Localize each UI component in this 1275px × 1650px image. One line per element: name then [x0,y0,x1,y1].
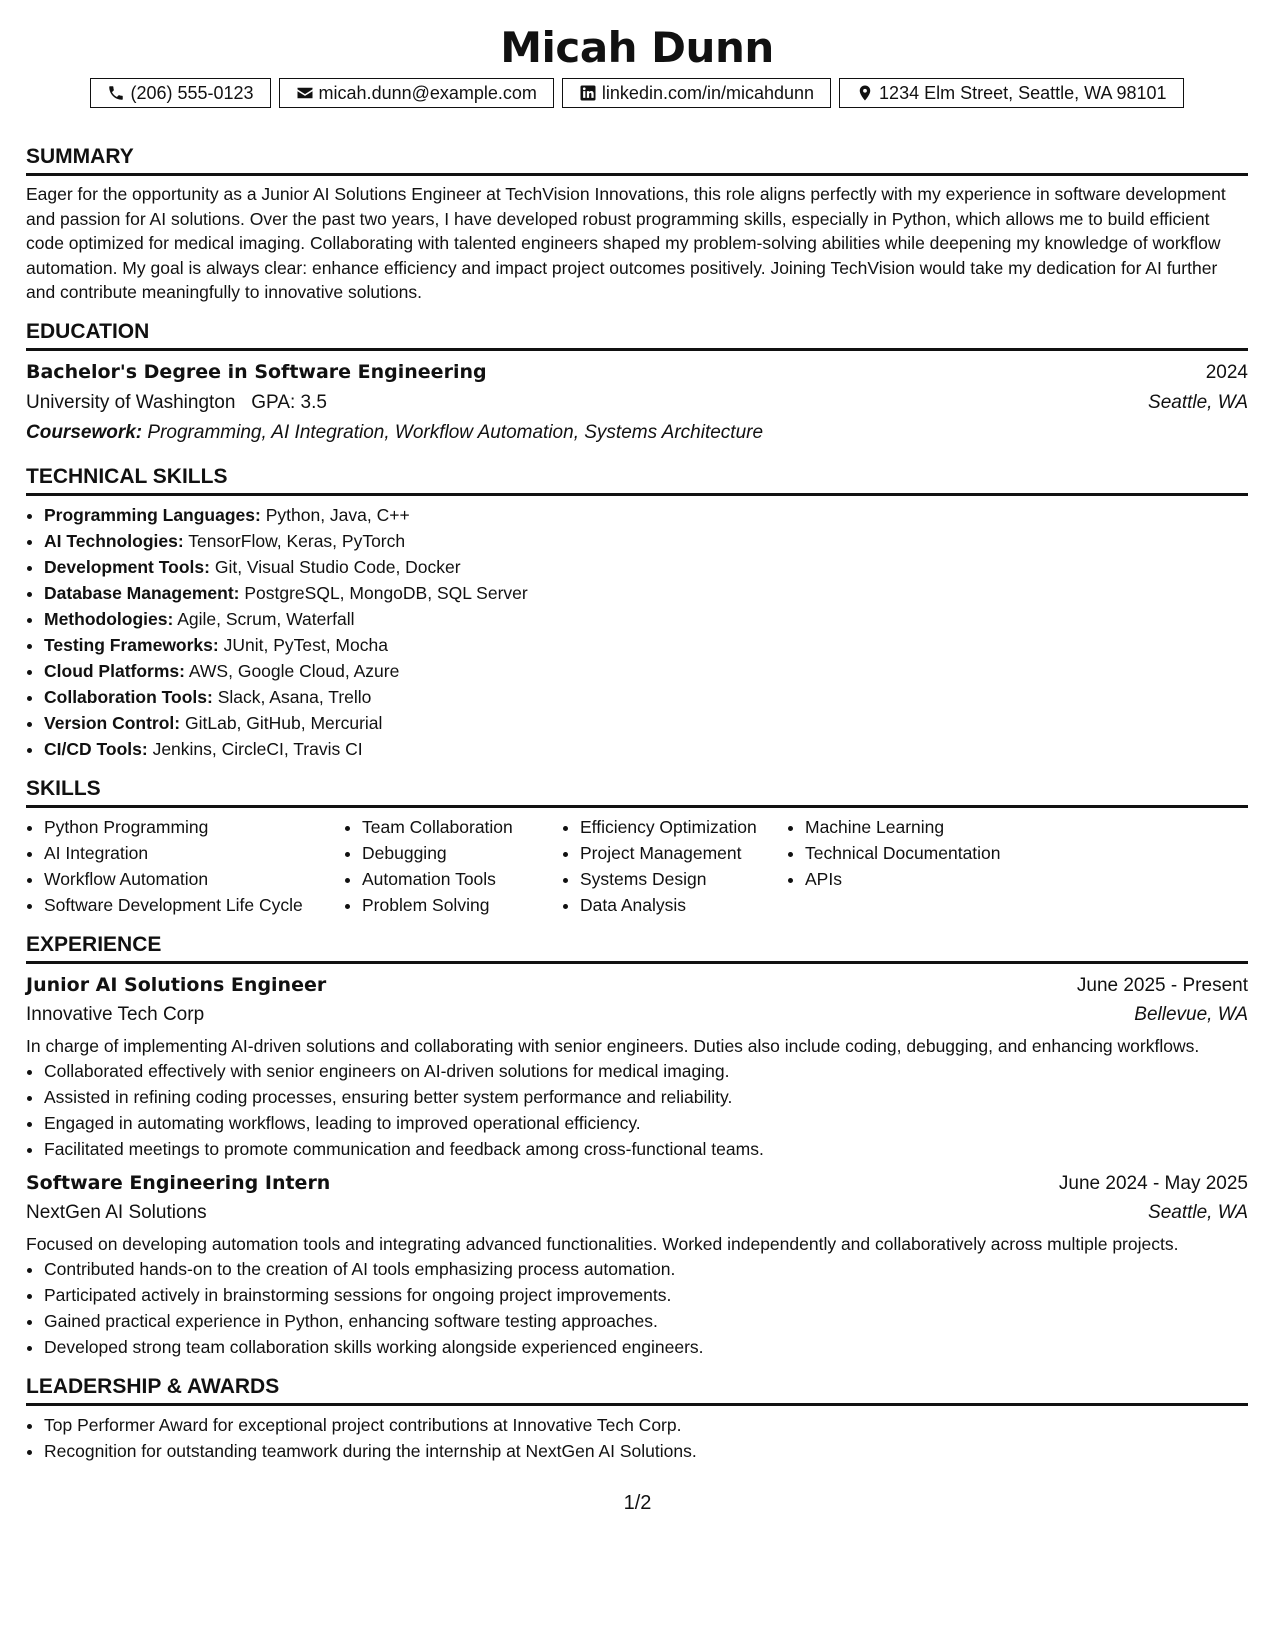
list-item [44,528,1248,554]
skills-column [562,814,787,918]
list-item: • Collaborated effectively with senior engineers on AI-driven solutions for medical imaging. [44,1058,1248,1084]
list-item [44,554,1248,580]
skill-values: JUnit, PyTest, Mocha [223,634,388,655]
school-name: University of Washington [26,391,236,413]
list-item [44,736,1248,762]
map-pin-icon [856,84,874,102]
skills-column [344,814,562,918]
job-bullets [26,1058,1248,1162]
awards-list [26,1412,1248,1464]
job-header-row [26,971,1248,1000]
list-item: • Gained practical experience in Python, enhancing software testing approaches. [44,1308,1248,1334]
list-item: • Data Analysis [580,892,787,918]
skill-values: Jenkins, CircleCI, Travis CI [152,738,363,759]
coursework-label: Coursework: [26,421,143,443]
skill-category: Cloud Platforms: [44,660,185,681]
skill-category: AI Technologies: [44,530,184,551]
envelope-icon [296,84,314,102]
section-title-experience: EXPERIENCE [26,932,1248,964]
contact-phone [90,78,270,108]
resume-page [26,22,1248,1464]
list-item: • AI Integration [44,840,344,866]
email-text: micah.dunn@example.com [318,82,537,103]
skill-values: Slack, Asana, Trello [217,686,372,707]
list-item: • Machine Learning [805,814,1065,840]
section-title-technical-skills: TECHNICAL SKILLS [26,464,1248,496]
job-description: Focused on developing automation tools and integrating advanced functionalities. Worked independently and collaboratively across multiple projects. [26,1233,1179,1254]
job-description: In charge of implementing AI-driven solutions and collaborating with senior engineers. Duties also include coding, debugging, and enhancing workflows. [26,1035,1200,1056]
gpa: GPA: 3.5 [251,391,327,413]
school-info [26,388,327,418]
skills-column [26,814,344,918]
list-item [44,632,1248,658]
list-item: • Project Management [580,840,787,866]
skill-values: TensorFlow, Keras, PyTorch [188,530,406,551]
list-item: • Assisted in refining coding processes, ensuring better system performance and reliability. [44,1084,1248,1110]
list-item: • Efficiency Optimization [580,814,787,840]
list-item: • Software Development Life Cycle [44,892,344,918]
phone-icon [107,84,125,102]
section-title-awards: LEADERSHIP & AWARDS [26,1374,1248,1406]
education-school-row [26,388,1248,418]
list-item: • Systems Design [580,866,787,892]
job-location: Seattle, WA [1148,1201,1248,1223]
list-item: • Participated actively in brainstorming sessions for ongoing project improvements. [44,1282,1248,1308]
list-item: • APIs [805,866,1065,892]
skill-category: Version Control: [44,712,181,733]
skill-category: CI/CD Tools: [44,738,148,759]
skill-values: Python, Java, C++ [265,504,410,525]
skills-grid [26,814,1248,918]
job-dates: June 2025 - Present [1076,974,1248,996]
page-indicator: 1/2 [623,1492,652,1514]
contact-linkedin[interactable] [562,78,831,108]
list-item: • Recognition for outstanding teamwork during the internship at NextGen AI Solutions. [44,1438,1248,1464]
company-name: NextGen AI Solutions [26,1201,207,1223]
linkedin-text: linkedin.com/in/micahdunn [601,82,815,103]
list-item: • Automation Tools [362,866,562,892]
linkedin-icon [579,84,597,102]
education-header-row [26,357,1248,388]
job-entry [26,971,1248,1162]
skill-values: Git, Visual Studio Code, Docker [214,556,461,577]
section-title-skills: SKILLS [26,776,1248,808]
contact-address [839,78,1184,108]
summary-text: Eager for the opportunity as a Junior AI Solutions Engineer at TechVision Innovations, this role aligns perfectly with my experience in software development and passion for AI solutions. Over the past two years, I have developed robust programming skills, especially in Python, which allows me to build efficient code optimized for medical imaging. Collaborating with talented engineers shaped my problem-solving abilities while deepening my knowledge of workflow automation. My goal is always clear: enhance efficiency and impact project outcomes positively. Joining TechVision would take my dedication for AI further and contribute meaningfully to innovative solutions. [26,184,1226,302]
skill-category: Development Tools: [44,556,210,577]
skill-values: AWS, Google Cloud, Azure [188,660,400,681]
coursework-list: Programming, AI Integration, Workflow Automation, Systems Architecture [147,421,764,443]
coursework [26,418,1248,448]
list-item: • Developed strong team collaboration skills working alongside experienced engineers. [44,1334,1248,1360]
job-entry [26,1169,1248,1360]
skills-section [26,776,1248,918]
summary-section [26,144,1248,305]
job-title: Junior AI Solutions Engineer [26,973,327,996]
degree-title: Bachelor's Degree in Software Engineering [26,360,487,383]
job-company-row [26,1000,1248,1030]
phone-text: (206) 555-0123 [130,82,254,103]
list-item [44,606,1248,632]
list-item [44,710,1248,736]
education-location: Seattle, WA [1148,391,1248,413]
list-item: • Top Performer Award for exceptional project contributions at Innovative Tech Corp. [44,1412,1248,1438]
list-item [44,658,1248,684]
contact-bar [26,78,1248,108]
list-item [44,684,1248,710]
skill-category: Methodologies: [44,608,174,629]
list-item: • Team Collaboration [362,814,562,840]
list-item: • Facilitated meetings to promote communication and feedback among cross-functional teams. [44,1136,1248,1162]
skill-values: Agile, Scrum, Waterfall [177,608,355,629]
graduation-year: 2024 [1205,361,1248,383]
skill-category: Database Management: [44,582,240,603]
job-header-row [26,1169,1248,1198]
section-title-summary: SUMMARY [26,144,1248,176]
job-title: Software Engineering Intern [26,1171,331,1194]
technical-skills-section [26,464,1248,762]
skill-values: PostgreSQL, MongoDB, SQL Server [244,582,528,603]
job-dates: June 2024 - May 2025 [1058,1172,1248,1194]
list-item: • Workflow Automation [44,866,344,892]
list-item: • Debugging [362,840,562,866]
contact-email[interactable] [279,78,554,108]
section-title-education: EDUCATION [26,319,1248,351]
list-item: • Contributed hands-on to the creation of AI tools emphasizing process automation. [44,1256,1248,1282]
candidate-name: Micah Dunn [500,23,774,72]
skills-column [787,814,1065,918]
address-text: 1234 Elm Street, Seattle, WA 98101 [879,82,1167,103]
skill-category: Programming Languages: [44,504,261,525]
awards-section [26,1374,1248,1464]
education-section [26,319,1248,448]
job-company-row [26,1198,1248,1228]
list-item: • Technical Documentation [805,840,1065,866]
list-item: • Engaged in automating workflows, leading to improved operational efficiency. [44,1110,1248,1136]
list-item: • Python Programming [44,814,344,840]
list-item [44,502,1248,528]
job-bullets [26,1256,1248,1360]
skill-category: Testing Frameworks: [44,634,219,655]
list-item [44,580,1248,606]
technical-skills-list [26,502,1248,762]
skill-values: GitLab, GitHub, Mercurial [185,712,383,733]
skill-category: Collaboration Tools: [44,686,213,707]
experience-section [26,932,1248,1360]
job-location: Bellevue, WA [1134,1003,1248,1025]
company-name: Innovative Tech Corp [26,1003,205,1025]
list-item: • Problem Solving [362,892,562,918]
